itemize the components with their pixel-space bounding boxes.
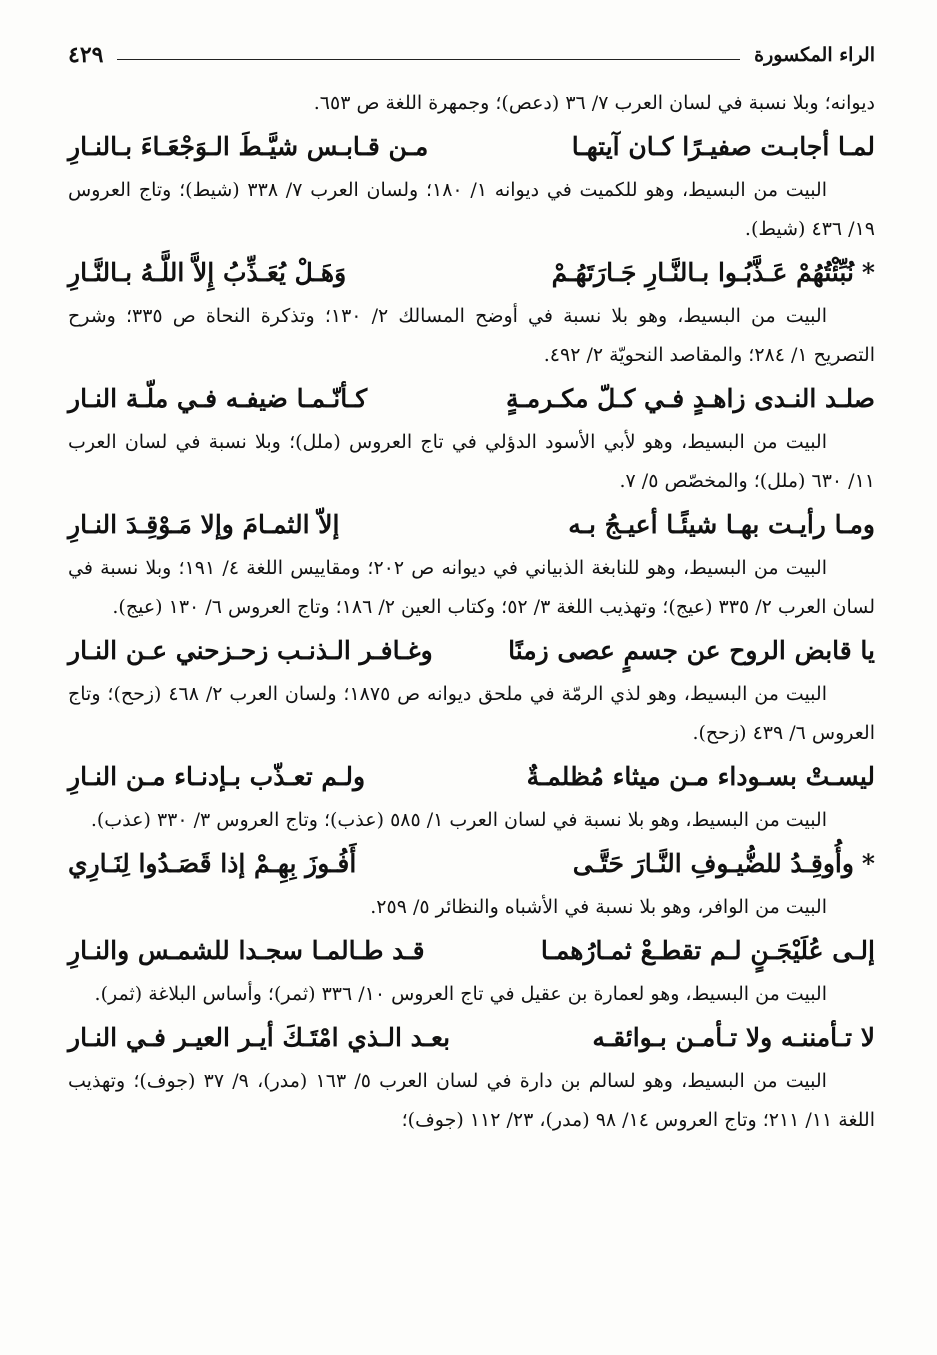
verse-first-hemistich: إلـى عُلَيْجَـنٍ لـم تقطـعْ ثمـارُهمـا <box>540 936 875 965</box>
verse-second-hemistich: قـد طـالمـا سجـدا للشمـس والنـارِ <box>68 936 425 965</box>
verse-first-hemistich: يا قابض الروح عن جسمٍ عصى زمنًا <box>508 636 875 665</box>
verse-line <box>68 842 875 886</box>
prose-paragraph: البيت من الوافر، وهو بلا نسبة في الأشباه والنظائر ٥/ ٢٥٩. <box>370 896 827 918</box>
prose-paragraph: البيت من البسيط، وهو لأبي الأسود الدؤلي في تاج العروس (ملل)؛ وبلا نسبة في لسان العرب ١١/ ٦٣٠ (ملل)؛ والمخصّص ٥/ ٧. <box>68 431 875 492</box>
verse-second-hemistich: وَهَـلْ يُعَـذِّبُ إِلاَّ اللَّـهُ بـالنَّـارِ <box>68 258 347 287</box>
verse-line <box>68 1016 875 1060</box>
prose-paragraph: ديوانه؛ وبلا نسبة في لسان العرب ٧/ ٣٦ (دعص)؛ وجمهرة اللغة ص ٦٥٣. <box>313 92 875 114</box>
verse-first-hemistich: ليسـتْ بسـوداء مـن ميثاء مُظلمـةٌ <box>526 762 875 791</box>
main-text <box>68 84 875 1140</box>
verse-second-hemistich: وغـافـر الـذنـب زحـزحني عـن النـار <box>68 636 433 665</box>
page-number: ٤٢٩ <box>68 42 104 68</box>
running-header <box>68 38 875 72</box>
verse-line <box>68 377 875 421</box>
verse-line <box>68 503 875 547</box>
verse-line <box>68 125 875 169</box>
verse-line <box>68 251 875 295</box>
verse-first-hemistich: ومـا رأيـت بهـا شيئًـا أعيـجُ بـه <box>568 510 875 539</box>
verse-star-marker: * <box>861 258 875 287</box>
verse-line <box>68 629 875 673</box>
verse-line <box>68 929 875 973</box>
verse-second-hemistich: أَفُـوزَ بِهِـمْ إذا قَصَـدُوا لِنَـارِي <box>68 849 357 878</box>
verse-first-hemistich: صلـد النـدى زاهـدٍ فـي كـلّ مكـرمـةٍ <box>506 384 875 413</box>
verse-first-hemistich: *نُبِّئْتُهُمْ عَـذَّبُـوا بـالنَّـارِ جَـارَتَهُـمْ <box>551 258 875 287</box>
prose-paragraph: البيت من البسيط، وهو لذي الرمّة في ملحق ديوانه ص ١٨٧٥؛ ولسان العرب ٢/ ٤٦٨ (زحح)؛ وتاج العروس ٦/ ٤٣٩ (زحح). <box>68 683 875 744</box>
prose-paragraph: البيت من البسيط، وهو للكميت في ديوانه ١/ ١٨٠؛ ولسان العرب ٧/ ٣٣٨ (شيط)؛ وتاج العروس ١٩/ ٤٣٦ (شيط). <box>68 179 875 240</box>
prose-paragraph: البيت من البسيط، وهو بلا نسبة في لسان العرب ١/ ٥٨٥ (عذب)؛ وتاج العروس ٣/ ٣٣٠ (عذب). <box>90 809 827 831</box>
header-rule <box>117 59 740 60</box>
verse-line <box>68 755 875 799</box>
verse-second-hemistich: مـن قـابـس شيَّـطَ الـوَجْعَـاءَ بـالنـارِ <box>68 132 429 161</box>
verse-first-hemistich: *وأُوقِـدُ للضُّيـوفِ النَّـارَ حَتَّـى <box>572 849 875 878</box>
chapter-title: الراء المكسورة <box>754 44 875 66</box>
prose-paragraph: البيت من البسيط، وهو لسالم بن دارة في لسان العرب ٥/ ١٦٣ (مدر)، ٩/ ٣٧ (جوف)؛ وتهذيب اللغة ١١/ ٢١١؛ وتاج العروس ١٤/ ٩٨ (مدر)، ٢٣/ ١١٢ (جوف)؛ <box>68 1070 875 1131</box>
verse-first-hemistich: لا تـأمننـه ولا تـأمـن بـوائقـه <box>592 1023 875 1052</box>
verse-second-hemistich: بعـد الـذي امْتَـكَ أيـر العيـر فـي النـار <box>68 1023 451 1052</box>
verse-second-hemistich: ولـم تعـذّب بـإدنـاء مـن النـارِ <box>68 762 366 791</box>
prose-paragraph: البيت من البسيط، وهو لعمارة بن عقيل في تاج العروس ١٠/ ٣٣٦ (ثمر)؛ وأساس البلاغة (ثمر). <box>94 983 827 1005</box>
prose-paragraph: البيت من البسيط، وهو للنابغة الذبياني في ديوانه ص ٢٠٢؛ ومقاييس اللغة ٤/ ١٩١؛ وبلا نسبة في لسان العرب ٢/ ٣٣٥ (عيج)؛ وتهذيب اللغة ٣/ ٥٢؛ وكتاب العين ٢/ ١٨٦؛ وتاج العروس ٦/ ١٣٠ (عيج). <box>68 557 875 618</box>
verse-second-hemistich: كـأنّـمـا ضيفـه فـي ملّـة النـار <box>68 384 368 413</box>
prose-paragraph: البيت من البسيط، وهو بلا نسبة في أوضح المسالك ٢/ ١٣٠؛ وتذكرة النحاة ص ٣٣٥؛ وشرح التصريح ١/ ٢٨٤؛ والمقاصد النحويّة ٢/ ٤٩٢. <box>68 305 875 366</box>
verse-star-marker: * <box>861 849 875 878</box>
verse-first-hemistich: لمـا أجابـت صفيـرًا كـان آيتهـا <box>571 132 875 161</box>
verse-second-hemistich: إلاّ الثمـامَ وإلا مَـوْقِـدَ النـارِ <box>68 510 340 539</box>
